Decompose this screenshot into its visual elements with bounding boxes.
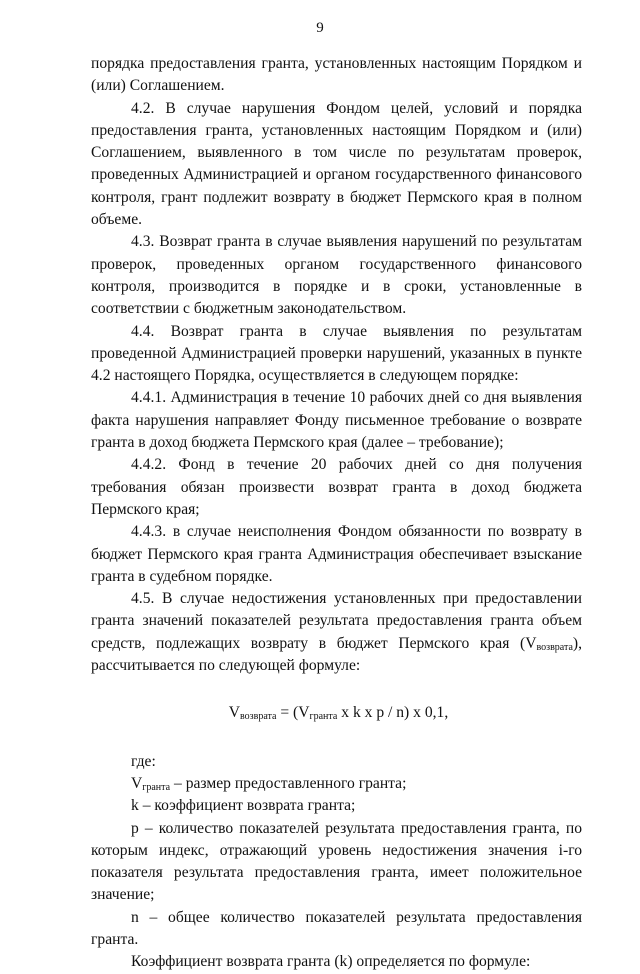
paragraph-4-2: 4.2. В случае нарушения Фондом целей, условий и порядка предоставления гранта, установленных настоящим Порядком и (или) Соглашением, выявленного в том числе по результатам проверок, проведенных Администрацией и органом государственного финансового контроля, грант подлежит возврату в бюджет Пермского края в полном объеме. <box>91 99 582 229</box>
def-v-subscript: гранта <box>142 781 171 793</box>
p45-tail: ), рассчитывается по следующей формуле: <box>91 634 582 675</box>
paragraph-4-3: 4.3. Возврат гранта в случае выявления нарушений по результатам проверок, проведенных органом государственного финансового контроля, производится в порядке и в сроки, установленные в соответствии с бюджетным законодательством. <box>91 233 582 318</box>
text-body <box>91 53 582 974</box>
def-v-symbol: V <box>131 774 143 792</box>
definition-v <box>91 773 582 795</box>
paragraph-4-4-3: 4.4.3. в случае неисполнения Фондом обязанности по возврату в бюджет Пермского края гранта Администрация обеспечивает взыскание гранта в судебном порядке. <box>91 523 582 585</box>
paragraph-4-4-2: 4.4.2. Фонд в течение 20 рабочих дней со дня получения требования обязан произвести возврат гранта в доход бюджета Пермского края; <box>91 456 582 518</box>
formula-g-subscript: гранта <box>309 711 338 723</box>
formula <box>91 702 582 724</box>
formula-mid: = (V <box>276 704 310 722</box>
def-v-text: – размер предоставленного гранта; <box>170 774 407 792</box>
paragraph-4-4-1: 4.4.1. Администрация в течение 10 рабочих дней со дня выявления факта нарушения направляет Фонду письменное требование о возврате гранта в доход бюджета Пермского края (далее – требование); <box>91 389 582 452</box>
where-label: где: <box>131 752 156 770</box>
paragraph-coefficient: Коэффициент возврата гранта (k) определяется по формуле: <box>131 953 531 971</box>
definition-n: n – общее количество показателей результата предоставления гранта. <box>91 908 582 948</box>
paragraph-4-5 <box>91 588 582 677</box>
paragraph-continuation: порядка предоставления гранта, установленных настоящим Порядком и (или) Соглашением. <box>91 55 582 95</box>
formula-v-subscript: возврата <box>240 711 277 723</box>
definition-p: p – количество показателей результата предоставления гранта, по которым индекс, отражающий уровень недостижения значения i-го показателя результата предоставления гранта, имеет положительное значение; <box>91 819 582 904</box>
formula-rest: x k x p / n) x 0,1, <box>337 704 449 722</box>
p45-text: 4.5. В случае недостижения установленных при предоставлении гранта значений показателей результата предоставления гранта объем средств, подлежащих возврату в бюджет Пермского края (V <box>91 590 582 652</box>
p45-subscript: возврата <box>536 641 573 653</box>
paragraph-4-4: 4.4. Возврат гранта в случае выявления по результатам проведенной Администрацией проверки нарушений, указанных в пункте 4.2 настоящего Порядка, осуществляется в следующем порядке: <box>91 322 582 385</box>
formula-v: V <box>228 704 241 722</box>
page-number: 9 <box>316 20 324 36</box>
definition-k: k – коэффициент возврата гранта; <box>131 797 356 815</box>
